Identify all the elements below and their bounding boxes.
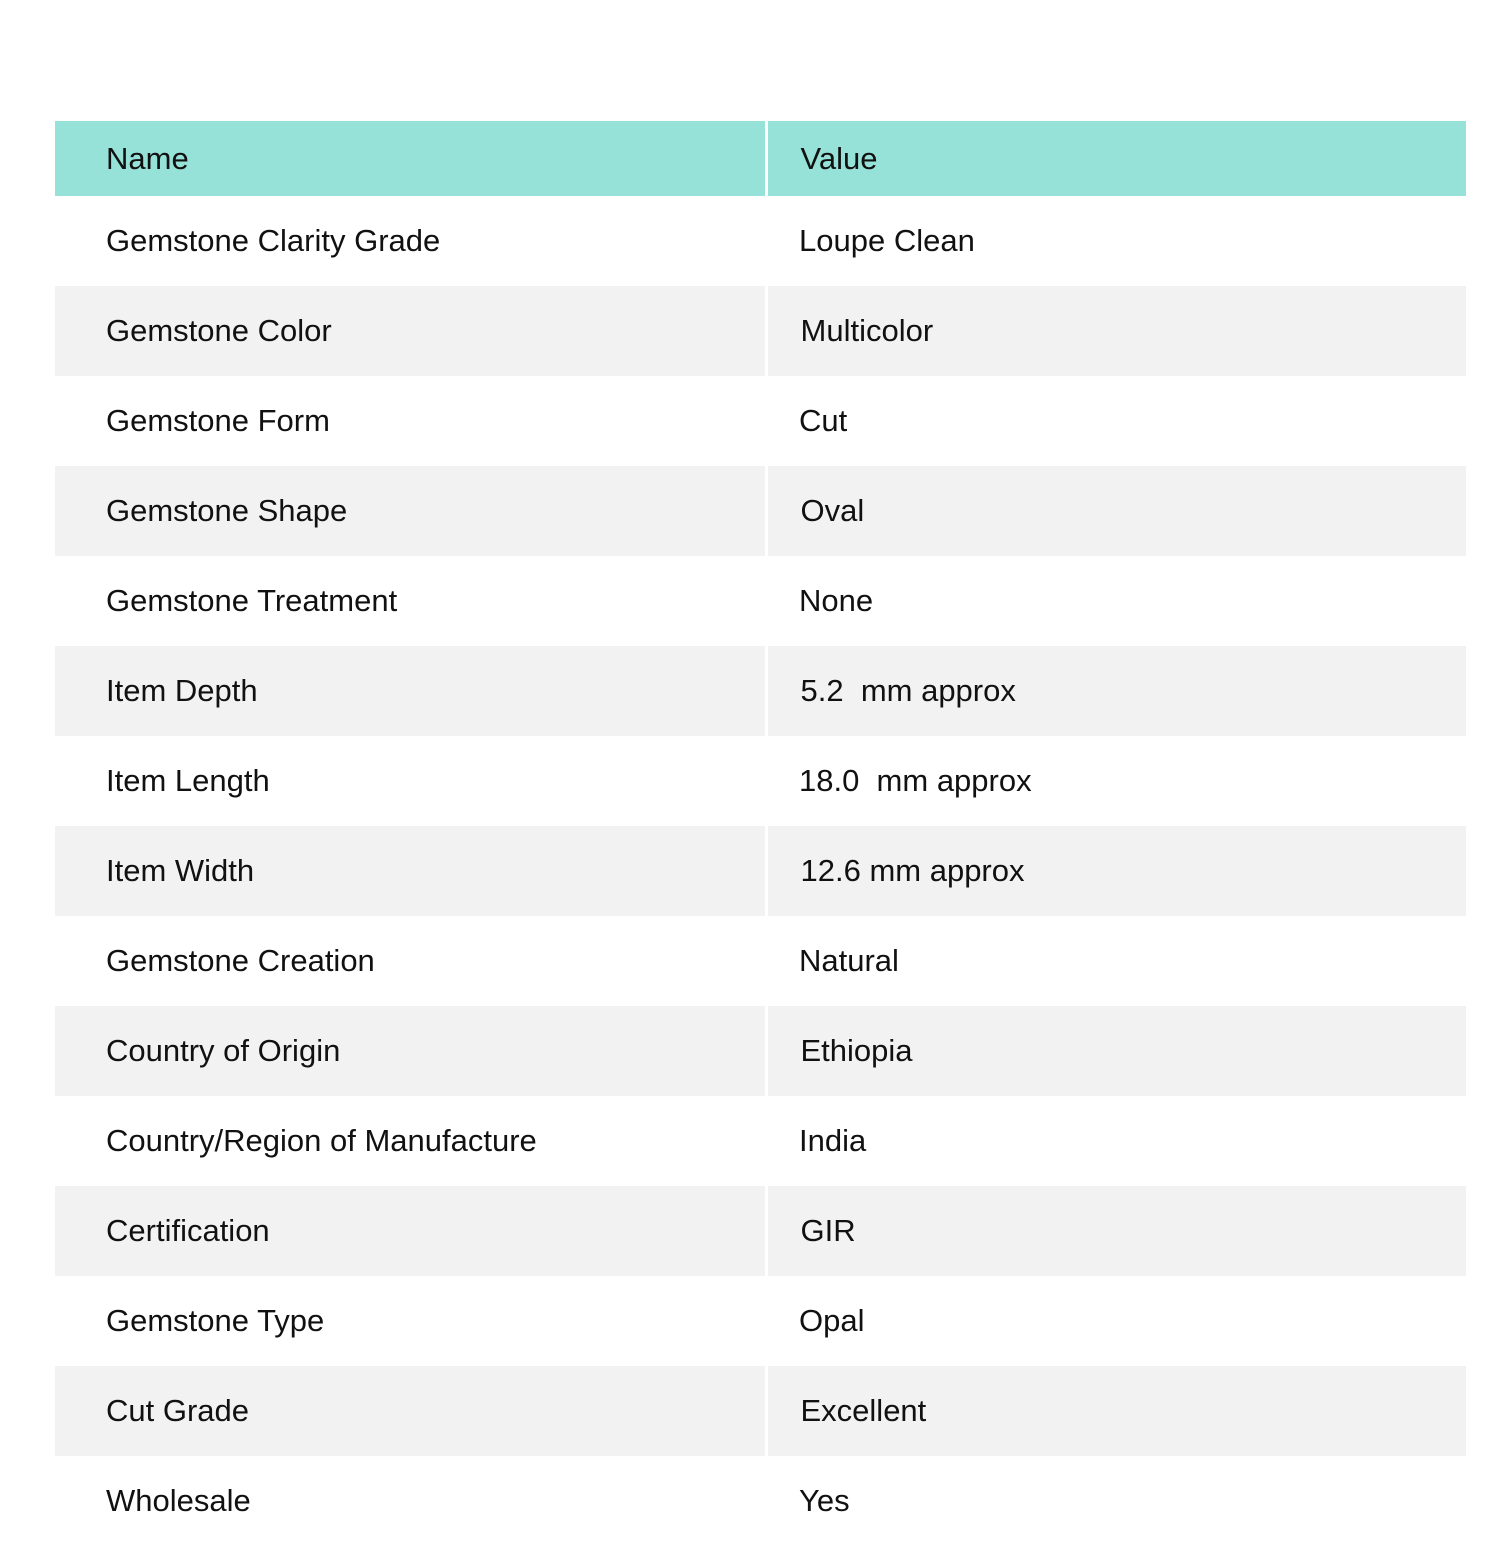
row-name-cell: Gemstone Treatment <box>55 556 766 646</box>
row-value-cell: Natural <box>766 916 1466 1006</box>
row-name-cell: Country of Origin <box>55 1006 766 1096</box>
table-row <box>55 1096 1466 1186</box>
table-row <box>55 1366 1466 1456</box>
row-name-cell: Item Width <box>55 826 766 916</box>
table-row <box>55 466 1466 556</box>
row-name-cell: Gemstone Form <box>55 376 766 466</box>
row-name-cell: Gemstone Creation <box>55 916 766 1006</box>
table-header <box>55 121 1466 196</box>
table-row <box>55 286 1466 376</box>
row-value-cell: Ethiopia <box>766 1006 1466 1096</box>
row-value-cell: Cut <box>766 376 1466 466</box>
table-row <box>55 826 1466 916</box>
row-name-cell: Country/Region of Manufacture <box>55 1096 766 1186</box>
row-value-cell: India <box>766 1096 1466 1186</box>
header-row <box>55 121 1466 196</box>
column-header-name: Name <box>55 121 766 196</box>
row-name-cell: Certification <box>55 1186 766 1276</box>
row-value-cell: None <box>766 556 1466 646</box>
row-name-cell: Gemstone Color <box>55 286 766 376</box>
table-row <box>55 376 1466 466</box>
row-value-cell: 5.2 mm approx <box>766 646 1466 736</box>
row-value-cell: Excellent <box>766 1366 1466 1456</box>
table-body <box>55 196 1466 1546</box>
row-name-cell: Wholesale <box>55 1456 766 1546</box>
table-row <box>55 916 1466 1006</box>
table-row <box>55 556 1466 646</box>
table-row <box>55 736 1466 826</box>
table-row <box>55 1006 1466 1096</box>
row-value-cell: Loupe Clean <box>766 196 1466 286</box>
row-value-cell: 12.6 mm approx <box>766 826 1466 916</box>
row-name-cell: Item Depth <box>55 646 766 736</box>
row-value-cell: 18.0 mm approx <box>766 736 1466 826</box>
table-row <box>55 1456 1466 1546</box>
table-row <box>55 1186 1466 1276</box>
row-name-cell: Cut Grade <box>55 1366 766 1456</box>
row-value-cell: Opal <box>766 1276 1466 1366</box>
row-name-cell: Gemstone Type <box>55 1276 766 1366</box>
row-value-cell: GIR <box>766 1186 1466 1276</box>
row-value-cell: Multicolor <box>766 286 1466 376</box>
table-row <box>55 646 1466 736</box>
table-row <box>55 196 1466 286</box>
column-header-value: Value <box>766 121 1466 196</box>
row-name-cell: Gemstone Clarity Grade <box>55 196 766 286</box>
specifications-table <box>55 121 1466 1546</box>
row-value-cell: Yes <box>766 1456 1466 1546</box>
row-name-cell: Item Length <box>55 736 766 826</box>
row-value-cell: Oval <box>766 466 1466 556</box>
table-row <box>55 1276 1466 1366</box>
row-name-cell: Gemstone Shape <box>55 466 766 556</box>
